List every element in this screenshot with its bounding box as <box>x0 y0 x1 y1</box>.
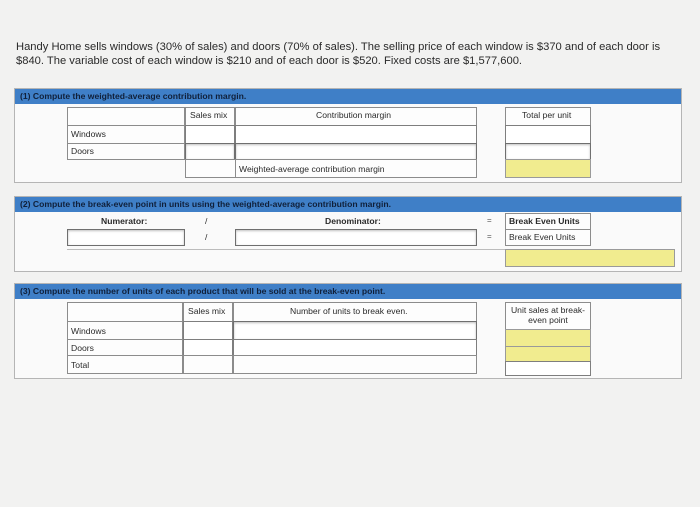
break-even-units-row-cell <box>505 229 591 246</box>
row-label-windows <box>67 125 185 144</box>
windows-contribution-margin-input[interactable] <box>235 125 477 144</box>
section-3-heading: (3) Compute the number of units of each product that will be sold at the break-even point. <box>15 284 681 299</box>
s3-row-label-total <box>67 355 183 374</box>
header-sales-mix <box>185 107 235 126</box>
header-total-per-unit <box>505 107 591 126</box>
unit-sales-header-label: Unit sales at break-even point <box>510 305 586 325</box>
numerator-input[interactable] <box>67 229 185 246</box>
s3-sales-mix-header-label: Sales mix <box>188 306 226 316</box>
denominator-label: Denominator: <box>325 216 381 226</box>
units-to-break-even-header-label: Number of units to break even. <box>290 306 408 316</box>
sales-mix-header-label: Sales mix <box>190 110 228 120</box>
windows-label: Windows <box>71 129 106 139</box>
slash-row: / <box>205 232 208 242</box>
break-even-units-header-cell <box>505 213 591 230</box>
s3-header-unit-sales <box>505 302 591 330</box>
break-even-units-result[interactable] <box>505 249 675 267</box>
numerator-label: Numerator: <box>101 216 148 226</box>
s3-doors-units-input[interactable] <box>233 339 477 356</box>
header-blank-cell <box>67 107 185 126</box>
total-per-unit-header-label: Total per unit <box>522 110 572 120</box>
s3-windows-label: Windows <box>71 326 106 336</box>
s3-row-label-windows <box>67 321 183 340</box>
slash-header: / <box>205 216 208 226</box>
weighted-average-contribution-margin-label: Weighted-average contribution margin <box>239 164 385 174</box>
s3-total-sales-mix-cell <box>183 355 233 374</box>
problem-statement: Handy Home sells windows (30% of sales) and doors (70% of sales). The selling price of each window is $370 and of each door is $840. The variable cost of each window is $210 and of each door is $520. Fixed costs are $1,577,600. <box>16 41 661 67</box>
break-even-units-row-label: Break Even Units <box>509 232 576 242</box>
weighted-average-contribution-margin-input[interactable] <box>505 159 591 178</box>
section-2-panel <box>14 196 682 272</box>
s3-header-blank <box>67 302 183 322</box>
section-1-panel <box>14 88 682 183</box>
denominator-input[interactable] <box>235 229 477 246</box>
doors-sales-mix-input[interactable] <box>185 143 235 160</box>
equals-row: = <box>487 232 492 241</box>
s3-doors-sales-mix-input[interactable] <box>183 339 233 356</box>
s3-total-label: Total <box>71 360 90 370</box>
doors-label: Doors <box>71 146 94 156</box>
s3-windows-units-input[interactable] <box>233 321 477 340</box>
section-3-panel <box>14 283 682 379</box>
doors-contribution-margin-input[interactable] <box>235 143 477 160</box>
windows-total-per-unit-input[interactable] <box>505 125 591 144</box>
section-2-heading: (2) Compute the break-even point in units using the weighted-average contribution margin. <box>15 197 681 212</box>
equals-header: = <box>487 216 492 225</box>
s3-total-units-cell <box>233 355 477 374</box>
row-label-doors <box>67 143 185 160</box>
doors-total-per-unit-input[interactable] <box>505 143 591 160</box>
header-contribution-margin <box>235 107 477 126</box>
section-1-heading: (1) Compute the weighted-average contribution margin. <box>15 89 681 104</box>
s3-row-label-doors <box>67 339 183 356</box>
weighted-avg-row-spacer <box>185 159 235 178</box>
s3-windows-sales-mix-input[interactable] <box>183 321 233 340</box>
windows-sales-mix-input[interactable] <box>185 125 235 144</box>
weighted-avg-row-label-cell <box>235 159 477 178</box>
s3-header-units-to-break-even <box>233 302 477 322</box>
s3-doors-label: Doors <box>71 343 94 353</box>
s3-total-unit-sales-input[interactable] <box>505 361 591 376</box>
s3-windows-unit-sales-result[interactable] <box>505 329 591 347</box>
break-even-units-header: Break Even Units <box>509 216 580 226</box>
s3-header-sales-mix <box>183 302 233 322</box>
s3-doors-unit-sales-result[interactable] <box>505 346 591 362</box>
contribution-margin-header-label: Contribution margin <box>316 110 391 120</box>
